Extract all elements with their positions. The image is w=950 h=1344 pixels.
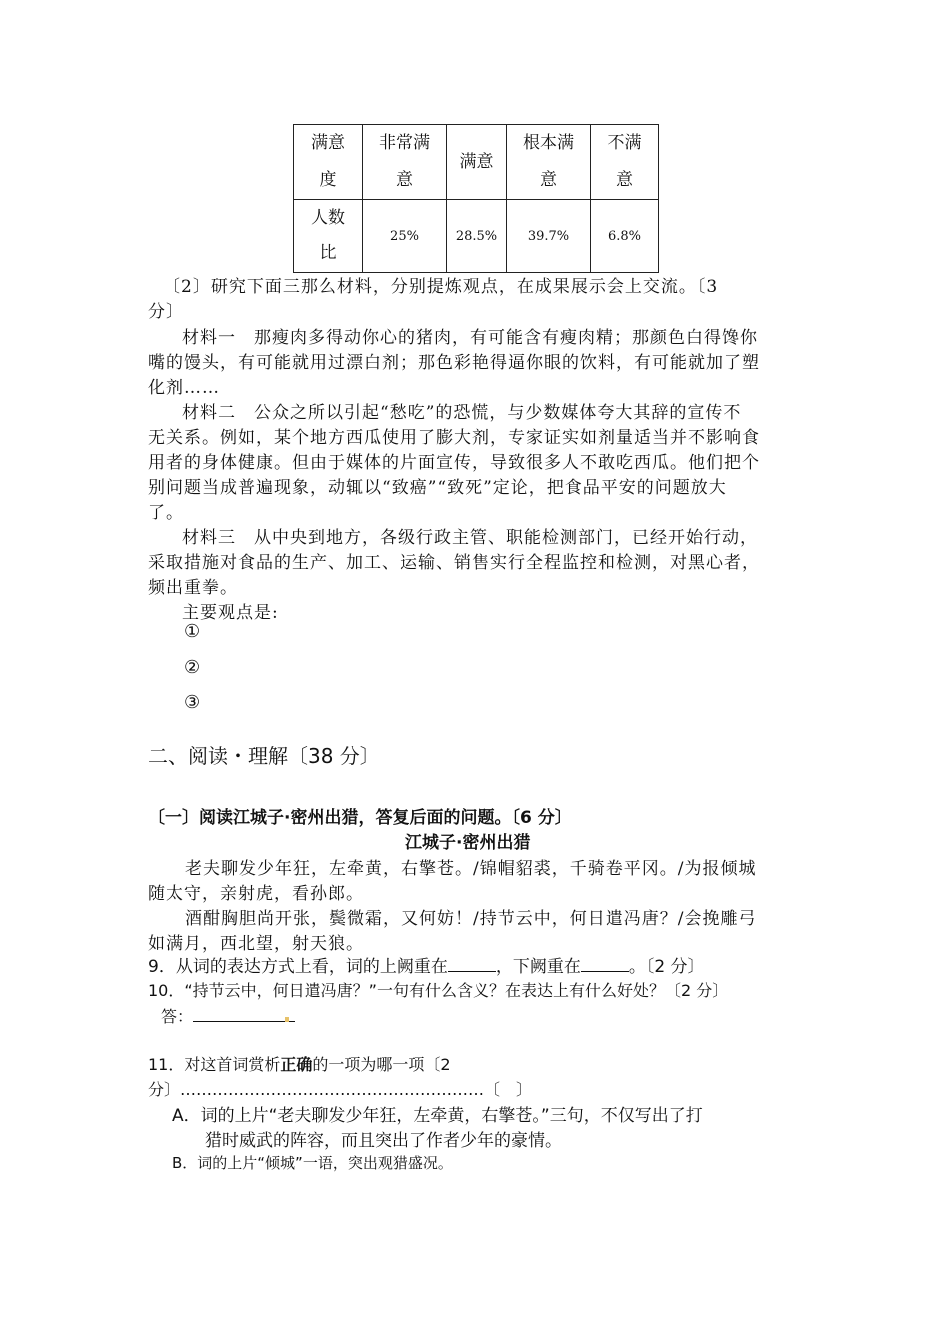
answer-blank[interactable] <box>581 955 629 972</box>
table-header-cell <box>363 125 447 200</box>
material2-line: 用者的身体健康。但由于媒体的片面宣传，导致很多人不敢吃西瓜。他们把个 <box>148 453 760 473</box>
table-header-cell <box>447 125 507 200</box>
table-header-cell <box>591 125 659 200</box>
answer-label: 答： <box>161 1007 194 1026</box>
poem-line: 如满月，西北望，射天狼。 <box>148 934 364 954</box>
table-cell: 25% <box>363 200 447 273</box>
point-marker: ② <box>184 657 201 678</box>
table-header-label <box>294 125 363 200</box>
material3-line: 频出重拳。 <box>148 578 238 598</box>
material1-line: 化剂…… <box>148 378 220 398</box>
question-text: 的一项为哪一项〔2 <box>312 1055 451 1074</box>
question-10: 10．“持节云中，何日遣冯唐？”一句有什么含义？在表达上有什么好处？〔2 分〕 <box>148 981 729 1000</box>
material3-line: 材料三 从中央到地方，各级行政主管、职能检测部门，已经开始行动， <box>182 528 758 548</box>
row-label-line: 人数 <box>311 208 345 228</box>
poem-line: 随太守，亲射虎，看孙郎。 <box>148 884 364 904</box>
task2-line: 分〕 <box>148 302 184 322</box>
table-header-cell <box>507 125 591 200</box>
poem-line: 酒酣胸胆尚开张，鬓微霜，又何妨！/持节云中，何日遣冯唐？/会挽雕弓 <box>185 909 757 929</box>
option-a: A．词的上片“老夫聊发少年狂，左牵黄，右擎苍。”三句，不仅写出了打 <box>172 1106 703 1126</box>
table-cell: 28.5% <box>447 200 507 273</box>
question-text: 。〔2 分〕 <box>628 957 705 977</box>
row-label-line: 比 <box>319 243 337 263</box>
point-marker: ① <box>184 621 201 642</box>
main-points-label: 主要观点是: <box>182 603 279 623</box>
header-label-line: 满意 <box>311 133 345 153</box>
question-text: 9．从词的表达方式上看，词的上阙重在 <box>148 957 448 977</box>
satisfaction-table <box>293 124 659 273</box>
table-row <box>294 200 659 273</box>
answer-blank[interactable] <box>448 955 496 972</box>
material3-line: 采取措施对食品的生产、加工、运输、销售实行全程监控和检测，对黑心者， <box>148 553 760 573</box>
material2-line: 无关系。例如，某个地方西瓜使用了膨大剂，专家证实如剂量适当并不影响食 <box>148 428 760 448</box>
answer-blank-end <box>289 1005 295 1022</box>
material1-line: 材料一 那瘦肉多得动你心的猪肉，有可能含有瘦肉精；那颜色白得馋你 <box>182 328 758 348</box>
option-b: B．词的上片“倾城”一语，突出观猎盛况。 <box>172 1154 453 1172</box>
header-cell-line: 根本满 <box>523 133 574 153</box>
material2-line: 材料二 公众之所以引起“愁吃”的恐慌，与少数媒体夸大其辞的宣传不 <box>182 403 742 423</box>
material2-line: 别问题当成普遍现象，动辄以“致癌”“致死”定论，把食品平安的问题放大 <box>148 478 727 498</box>
table-cell: 6.8% <box>591 200 659 273</box>
header-cell-line: 不满 <box>607 133 642 153</box>
poem-line: 老夫聊发少年狂，左牵黄，右擎苍。/锦帽貂裘，千骑卷平冈。/为报倾城 <box>185 859 757 879</box>
option-a: 猎时威武的阵容，而且突出了作者少年的豪情。 <box>205 1131 562 1151</box>
table-row-label <box>294 200 363 273</box>
point-marker: ③ <box>184 692 201 713</box>
header-cell-line: 意 <box>396 170 413 190</box>
material2-line: 了。 <box>148 503 184 523</box>
part1-title: 〔一〕阅读江城子·密州出猎，答复后面的问题。〔6 分〕 <box>148 808 572 828</box>
header-cell-line: 意 <box>540 170 557 190</box>
answer-line <box>161 1004 295 1027</box>
header-label-line: 度 <box>319 170 337 190</box>
header-cell-line: 意 <box>616 170 633 190</box>
table-header-row <box>294 125 659 200</box>
answer-blank[interactable] <box>193 1005 285 1022</box>
question-11 <box>148 1052 451 1075</box>
task2-line: 〔2〕研究下面三那么材料，分别提炼观点，在成果展示会上交流。〔3 <box>163 277 719 297</box>
material1-line: 嘴的馒头，有可能就用过漂白剂；那色彩艳得逼你眼的饮料，有可能就加了塑 <box>148 353 760 373</box>
question-text: 11．对这首词赏析 <box>148 1055 281 1074</box>
question-text: ，下阙重在 <box>495 957 581 977</box>
question-11-line2: 分〕…………………………………………………〔 〕 <box>148 1080 533 1099</box>
section-title: 二、阅读・理解〔38 分〕 <box>148 744 380 768</box>
table-cell: 39.7% <box>507 200 591 273</box>
header-cell-line: 非常满 <box>379 133 430 153</box>
question-emphasis: 正确 <box>280 1055 313 1074</box>
header-cell-line: 满意 <box>459 151 494 172</box>
question-9 <box>148 952 705 977</box>
poem-title: 江城子·密州出猎 <box>405 833 531 853</box>
